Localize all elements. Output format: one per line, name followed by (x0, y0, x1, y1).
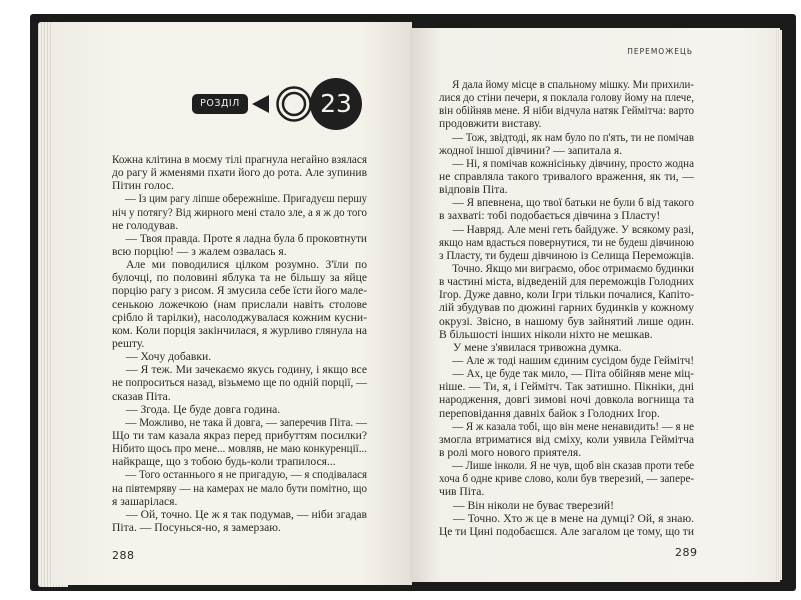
text-line: ніше. — Ти, я, і Геймітч. Так затишно. Пікніки, дні (439, 380, 694, 394)
text-line: — Твоя правда. Проте я ладна була б проковтнути (125, 231, 367, 245)
text-line: У мене з'явилася тривожна думка. (453, 340, 622, 354)
text-line: — Навряд. Але мені геть байдуже. У всякому разі, (452, 222, 694, 236)
text-line: — Того останнього я не пригадую, — я сподівалася (125, 468, 368, 482)
text-line: — Я ж казала тобі, що він мене ненавидить! — я не (452, 419, 694, 433)
text-line: окрузі. Звісно, в нашому був зайнятий лише один. (439, 314, 694, 328)
text-line: Піта. — Посунься-но, я замерзаю. (112, 520, 281, 534)
text-line: не голодував. (112, 218, 179, 232)
text-line: — Лише інколи. Я не чув, щоб він сказав проти тебе (452, 459, 694, 473)
text-line: не справляла такого тривалого враження, як ти, — (439, 169, 694, 183)
running-head: ПЕРЕМОЖЕЦЬ (627, 47, 693, 56)
text-line: Кожна клітина в моєму тілі прагнула негайно взялася (112, 153, 367, 166)
text-line: — Точно. Хто ж це в мене на думці? Ой, я знаю. (453, 511, 694, 525)
text-line: сказав Піта. (112, 389, 171, 403)
text-line: сенькою ложечкою (нам прислали навіть столове (112, 297, 367, 311)
text-line: — Він ніколи не буває тверезий! (453, 498, 614, 512)
text-line: Але ми поводилися цілком розумно. З'їли по (126, 258, 367, 272)
text-line: Що ти там казала якраз перед прибуттям посилки? (112, 428, 367, 442)
text-line: я зашарілася. (112, 494, 178, 508)
text-line: в захваті: тобі подобається дівчина з Пласту! (439, 209, 661, 223)
text-line: — Із цим рагу ліпше обережніше. Пригадуєш першу (124, 192, 367, 206)
page-edges-right (776, 30, 782, 580)
triangle-left-icon (252, 95, 269, 113)
text-line: — Я теж. Ми зачекаємо якусь годину, і якщо все (126, 363, 367, 377)
text-line: ком. Коли порція закінчилася, я журливо глянула на (112, 323, 367, 337)
text-line: — Можливо, не така й довга, — заперечив Піта. — (125, 415, 367, 429)
text-line: лій збудував по дюжині гарних будинків у кожному (439, 301, 694, 315)
text-line: не попроситься назад, візьмемо ще по одній порції, — (112, 376, 367, 390)
text-line: жодної іншої дівчини? — запитала я. (439, 143, 623, 157)
text-line: відповів Піта. (439, 183, 508, 197)
text-line: — Я впевнена, що твої батьки не були б від такого (452, 196, 694, 210)
double-ring-icon (276, 86, 312, 122)
text-line: — Ах, це буде так мило, — Піта обійняв мене міц- (452, 367, 694, 381)
text-line: Пітин голос. (112, 179, 174, 193)
text-line: він обійняв мене. Я ніби відчула натяк Геймітча: варто (439, 104, 694, 118)
text-line: — Тож, звідтоді, як нам було по п'ять, ти не помічав (452, 130, 694, 144)
text-line: всю порцію! — з жалем озвалась я. (112, 244, 287, 258)
text-line: найкраще, що з тобою будь-коли трапилося... (112, 455, 336, 469)
text-line: булочці, по половині яблука та не більшу за яйце (112, 271, 367, 285)
text-line: срібло й тарілки), насолоджувалася кожним кусни- (112, 310, 367, 324)
text-line: до рагу й жменями пхати його до рота. Але зупинив (112, 166, 367, 180)
text-line: якщо нам вдасться повернутися, ти не будеш дівчиною (439, 235, 694, 249)
text-line: на півтемряву — на камерах не мало бути помітно, що (112, 481, 367, 495)
text-line: В більшості інших ніколи ніхто не мешкав. (439, 327, 653, 341)
page-number-right: 289 (675, 546, 698, 559)
text-line: змогла втриматися від сміху, коли уявила Геймітча (439, 432, 694, 446)
text-line: ніч у потягу? Від жирного мені стало зле, а я ж до того (112, 205, 367, 219)
text-line: Точно. Якщо ми виграємо, обоє отримаємо будинки (452, 261, 694, 275)
text-line: лися до стіни печери, я поклала голову йому на плече, (439, 91, 694, 105)
text-line: народження, довгі зимові ночі довкола вогнища та (439, 393, 694, 407)
text-line: продовжити виставу. (439, 117, 542, 131)
text-line: — Ой, точно. Це ж я так подумав, — ніби згадав (126, 507, 367, 521)
text-line: решту. (112, 336, 145, 350)
right-page-text (439, 78, 694, 538)
text-line: — Хочу добавки. (126, 350, 212, 364)
text-line: в частині міста, відведеній для переможців Голодних (439, 275, 694, 289)
text-line: — Але ж тоді нашим єдиним сусідом буде Геймітч! (452, 353, 694, 367)
text-line: — Ні, я помічав кожнісіньку дівчину, просто жодна (452, 156, 694, 170)
text-line: хоча б одне криве слово, коли був тверезий, — запере- (439, 472, 694, 486)
text-line: чив Піта. (439, 485, 485, 499)
text-line: Нібито щось про мене... мовляв, не маю конкуренції... (112, 442, 367, 456)
text-line: Я дала йому місце в спальному мішку. Ми прихили- (452, 78, 694, 91)
page-number-left: 288 (112, 549, 135, 562)
chapter-heading (190, 77, 370, 133)
chapter-label: РОЗДІЛ (192, 94, 248, 114)
text-line: переповідання давніх байок з Голодних Ігор. (439, 406, 660, 420)
text-line: — Згода. Це буде довга година. (126, 402, 281, 416)
text-line: Ігор. Дуже давно, коли Ігри тільки почалися, Капіто- (439, 288, 694, 302)
text-line: з Пласту, ти будеш дівчиною із Селища Переможців. (439, 248, 694, 262)
text-line: в ролі мого нового приятеля. (439, 445, 582, 459)
text-line: Це ти Цині подобаєшся. Але загалом це тому, що ти (439, 524, 694, 538)
chapter-number: 23 (310, 78, 362, 130)
left-page-text (112, 153, 367, 534)
text-line: порцію рагу з рисом. Я змусила себе їсти його мале- (112, 284, 367, 298)
